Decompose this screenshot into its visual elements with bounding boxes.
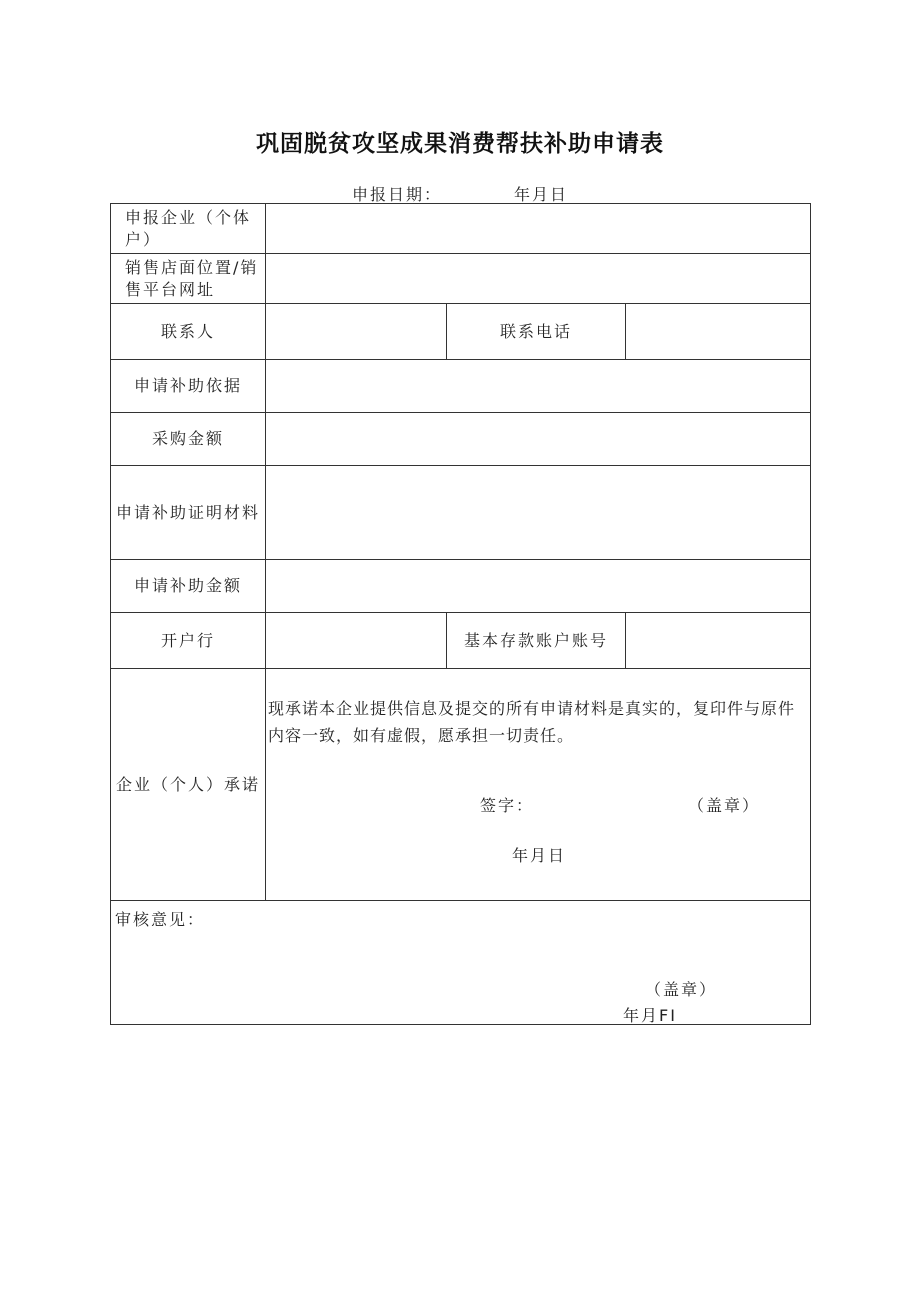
label-purchase-amount: 采购金额 xyxy=(111,413,266,466)
pledge-sign-label: 签字： xyxy=(480,796,535,815)
review-label: 审核意见： xyxy=(115,910,206,929)
field-bank[interactable] xyxy=(266,613,447,669)
row-bank xyxy=(111,613,811,669)
label-pledge: 企业（个人）承诺 xyxy=(111,669,266,901)
field-enterprise[interactable] xyxy=(266,204,811,254)
field-purchase-amount[interactable] xyxy=(266,413,811,466)
field-store-location[interactable] xyxy=(266,254,811,304)
pledge-cell xyxy=(266,669,811,901)
row-subsidy-amount xyxy=(111,560,811,613)
field-contact-person[interactable] xyxy=(266,304,447,360)
review-seal-label: （盖章） xyxy=(645,980,718,999)
field-contact-phone[interactable] xyxy=(626,304,811,360)
field-account-number[interactable] xyxy=(626,613,811,669)
row-purchase-amount xyxy=(111,413,811,466)
pledge-date: 年月日 xyxy=(512,846,567,865)
label-contact-phone: 联系电话 xyxy=(447,304,626,360)
report-date-label: 申报日期： xyxy=(351,185,442,204)
row-basis xyxy=(111,360,811,413)
row-review xyxy=(111,901,811,1025)
row-contact xyxy=(111,304,811,360)
field-proof-materials[interactable] xyxy=(266,466,811,560)
label-store-location: 销售店面位置/销售平台网址 xyxy=(111,254,266,304)
label-subsidy-amount: 申请补助金额 xyxy=(111,560,266,613)
page-title: 巩固脱贫攻坚成果消费帮扶补助申请表 xyxy=(256,131,664,157)
field-basis[interactable] xyxy=(266,360,811,413)
row-pledge xyxy=(111,669,811,901)
pledge-seal-label: （盖章） xyxy=(688,796,761,815)
application-form-table xyxy=(110,203,811,1025)
label-contact-person: 联系人 xyxy=(111,304,266,360)
row-enterprise xyxy=(111,204,811,254)
field-subsidy-amount[interactable] xyxy=(266,560,811,613)
row-proof-materials xyxy=(111,466,811,560)
label-basis: 申请补助依据 xyxy=(111,360,266,413)
pledge-text: 现承诺本企业提供信息及提交的所有申请材料是真实的，复印件与原件内容一致，如有虚假，愿承担一切责任。 xyxy=(268,699,796,745)
label-proof-materials: 申请补助证明材料 xyxy=(111,466,266,560)
report-date-line xyxy=(0,182,920,205)
review-date: 年月FI xyxy=(623,1006,677,1025)
report-date-suffix: 年月日 xyxy=(514,185,569,204)
label-account-number: 基本存款账户账号 xyxy=(447,613,626,669)
review-cell[interactable] xyxy=(111,901,811,1025)
label-bank: 开户行 xyxy=(111,613,266,669)
label-enterprise: 申报企业（个体户） xyxy=(111,204,266,254)
row-store-location xyxy=(111,254,811,304)
